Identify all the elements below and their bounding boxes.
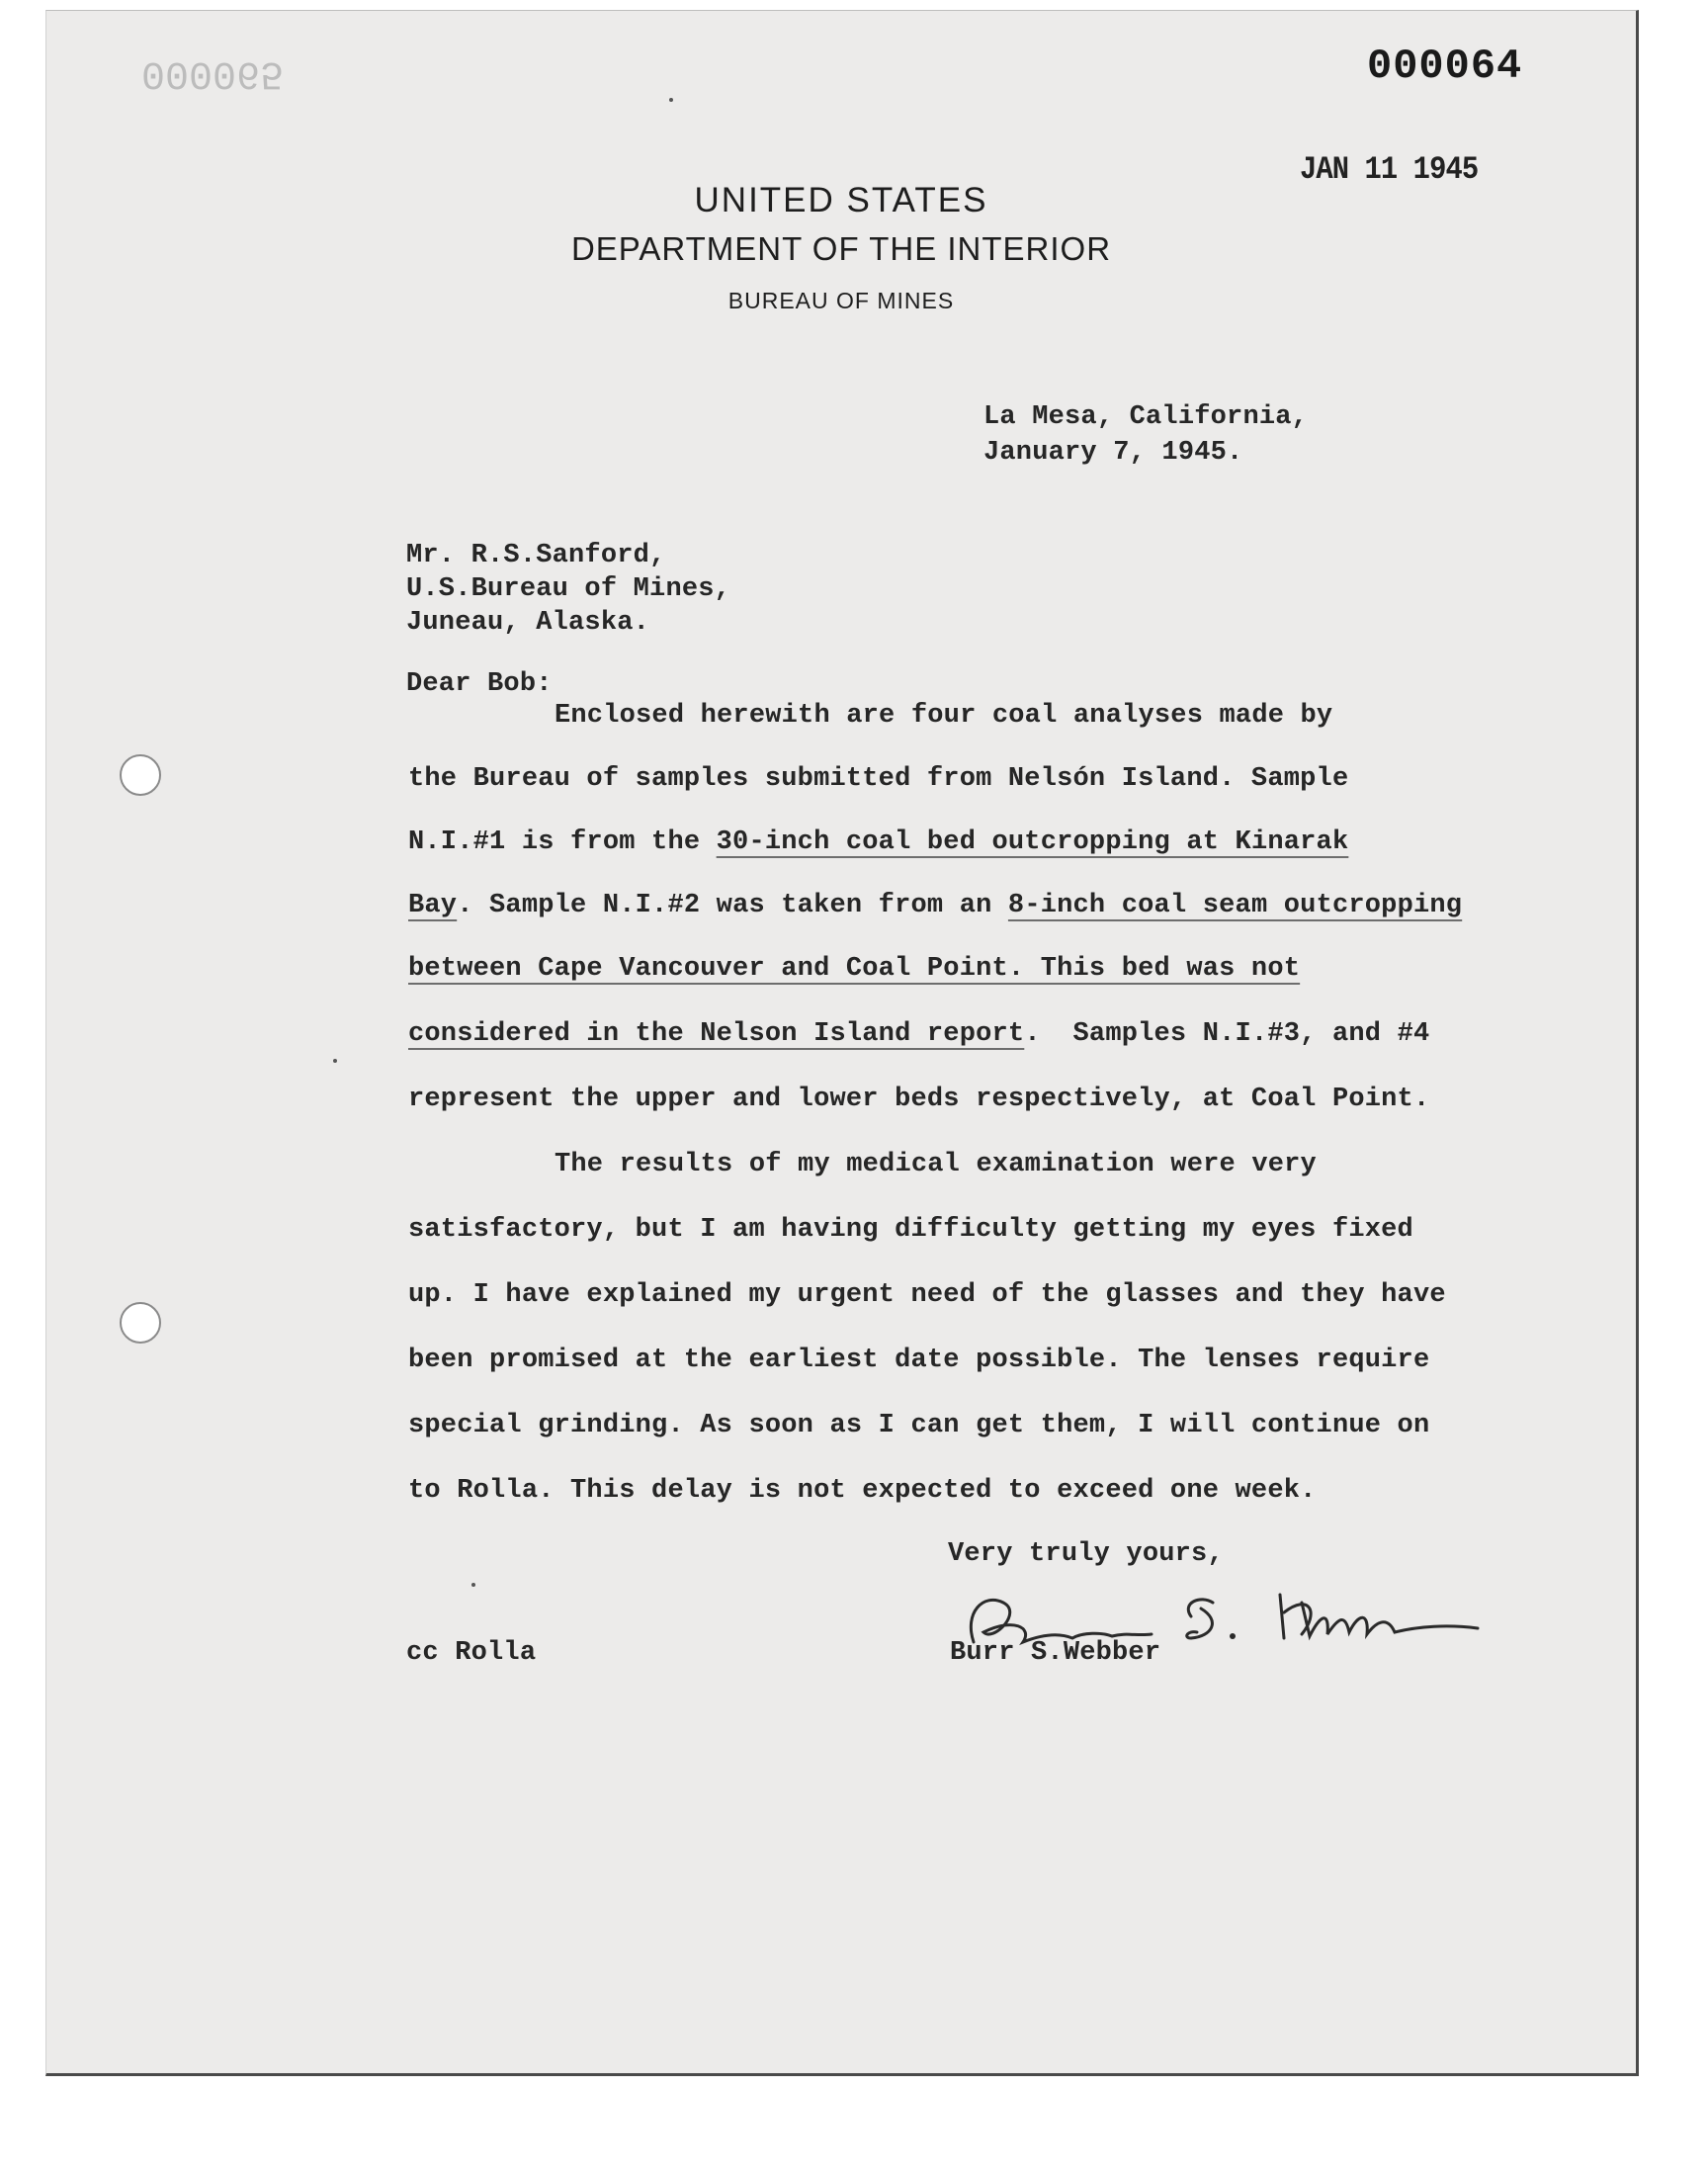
dateline-place: La Mesa, California, <box>983 402 1309 432</box>
paragraph-2-line-5: special grinding. As soon as I can get them, I will continue on <box>408 1411 1430 1440</box>
paragraph-1-line-4 <box>408 891 1462 920</box>
closing: Very truly yours, <box>948 1539 1224 1569</box>
recipient-org: U.S.Bureau of Mines, <box>406 574 731 604</box>
signature-text: Burr S. Webber <box>954 1573 961 1574</box>
letterhead-line-2: DEPARTMENT OF THE INTERIOR <box>570 230 1112 267</box>
page-number-stamp: 000064 <box>1367 43 1523 90</box>
paragraph-1-line-2: the Bureau of samples submitted from Nelsón Island. Sample <box>408 764 1349 794</box>
letter-sheet <box>45 10 1639 2076</box>
paragraph-1-line-3 <box>408 827 1348 857</box>
underlined-text: considered in the Nelson Island report <box>408 1019 1025 1049</box>
cc-line: cc Rolla <box>406 1638 537 1668</box>
paragraph-2-line-4: been promised at the earliest date possible. The lenses require <box>408 1346 1430 1375</box>
salutation: Dear Bob: <box>406 669 553 699</box>
paragraph-1-line-5 <box>408 954 1300 984</box>
underlined-text: 30-inch coal bed outcropping at Kinarak <box>716 827 1349 857</box>
paragraph-2-line-2: satisfactory, but I am having difficulty getting my eyes fixed <box>408 1215 1413 1245</box>
paper-speck <box>333 1059 337 1063</box>
dateline-date: January 7, 1945. <box>983 438 1243 468</box>
paper-speck <box>471 1583 475 1587</box>
text-run: . Sample N.I.#2 was taken from an <box>457 891 1008 920</box>
letterhead-line-3: BUREAU OF MINES <box>727 288 955 313</box>
underlined-text: between Cape Vancouver and Coal Point. This bed was not <box>408 954 1301 984</box>
punch-hole-top <box>120 754 161 796</box>
paper-speck <box>669 98 673 102</box>
paragraph-2-line-6: to Rolla. This delay is not expected to exceed one week. <box>408 1476 1317 1506</box>
text-run: N.I.#1 is from the <box>408 827 717 857</box>
paragraph-1-line-6 <box>408 1019 1429 1049</box>
underlined-text: 8-inch coal seam outcropping <box>1007 891 1463 920</box>
paragraph-2-line-1: The results of my medical examination were very <box>555 1150 1317 1179</box>
paragraph-1-line-7: represent the upper and lower beds respectively, at Coal Point. <box>408 1085 1430 1114</box>
letterhead-line-1: UNITED STATES <box>694 181 988 219</box>
underlined-text: Bay <box>408 891 458 920</box>
signer-name: Burr S.Webber <box>950 1638 1161 1668</box>
recipient-city: Juneau, Alaska. <box>406 608 650 638</box>
page-number-bleed: 000065 <box>141 50 285 95</box>
paragraph-1-line-1: Enclosed herewith are four coal analyses made by <box>555 701 1333 731</box>
recipient-name: Mr. R.S.Sanford, <box>406 541 666 570</box>
paragraph-2-line-3: up. I have explained my urgent need of the glasses and they have <box>408 1280 1446 1310</box>
text-run: . Samples N.I.#3, and #4 <box>1024 1019 1430 1049</box>
received-date-stamp: JAN 11 1945 <box>1300 151 1479 188</box>
punch-hole-bottom <box>120 1302 161 1344</box>
